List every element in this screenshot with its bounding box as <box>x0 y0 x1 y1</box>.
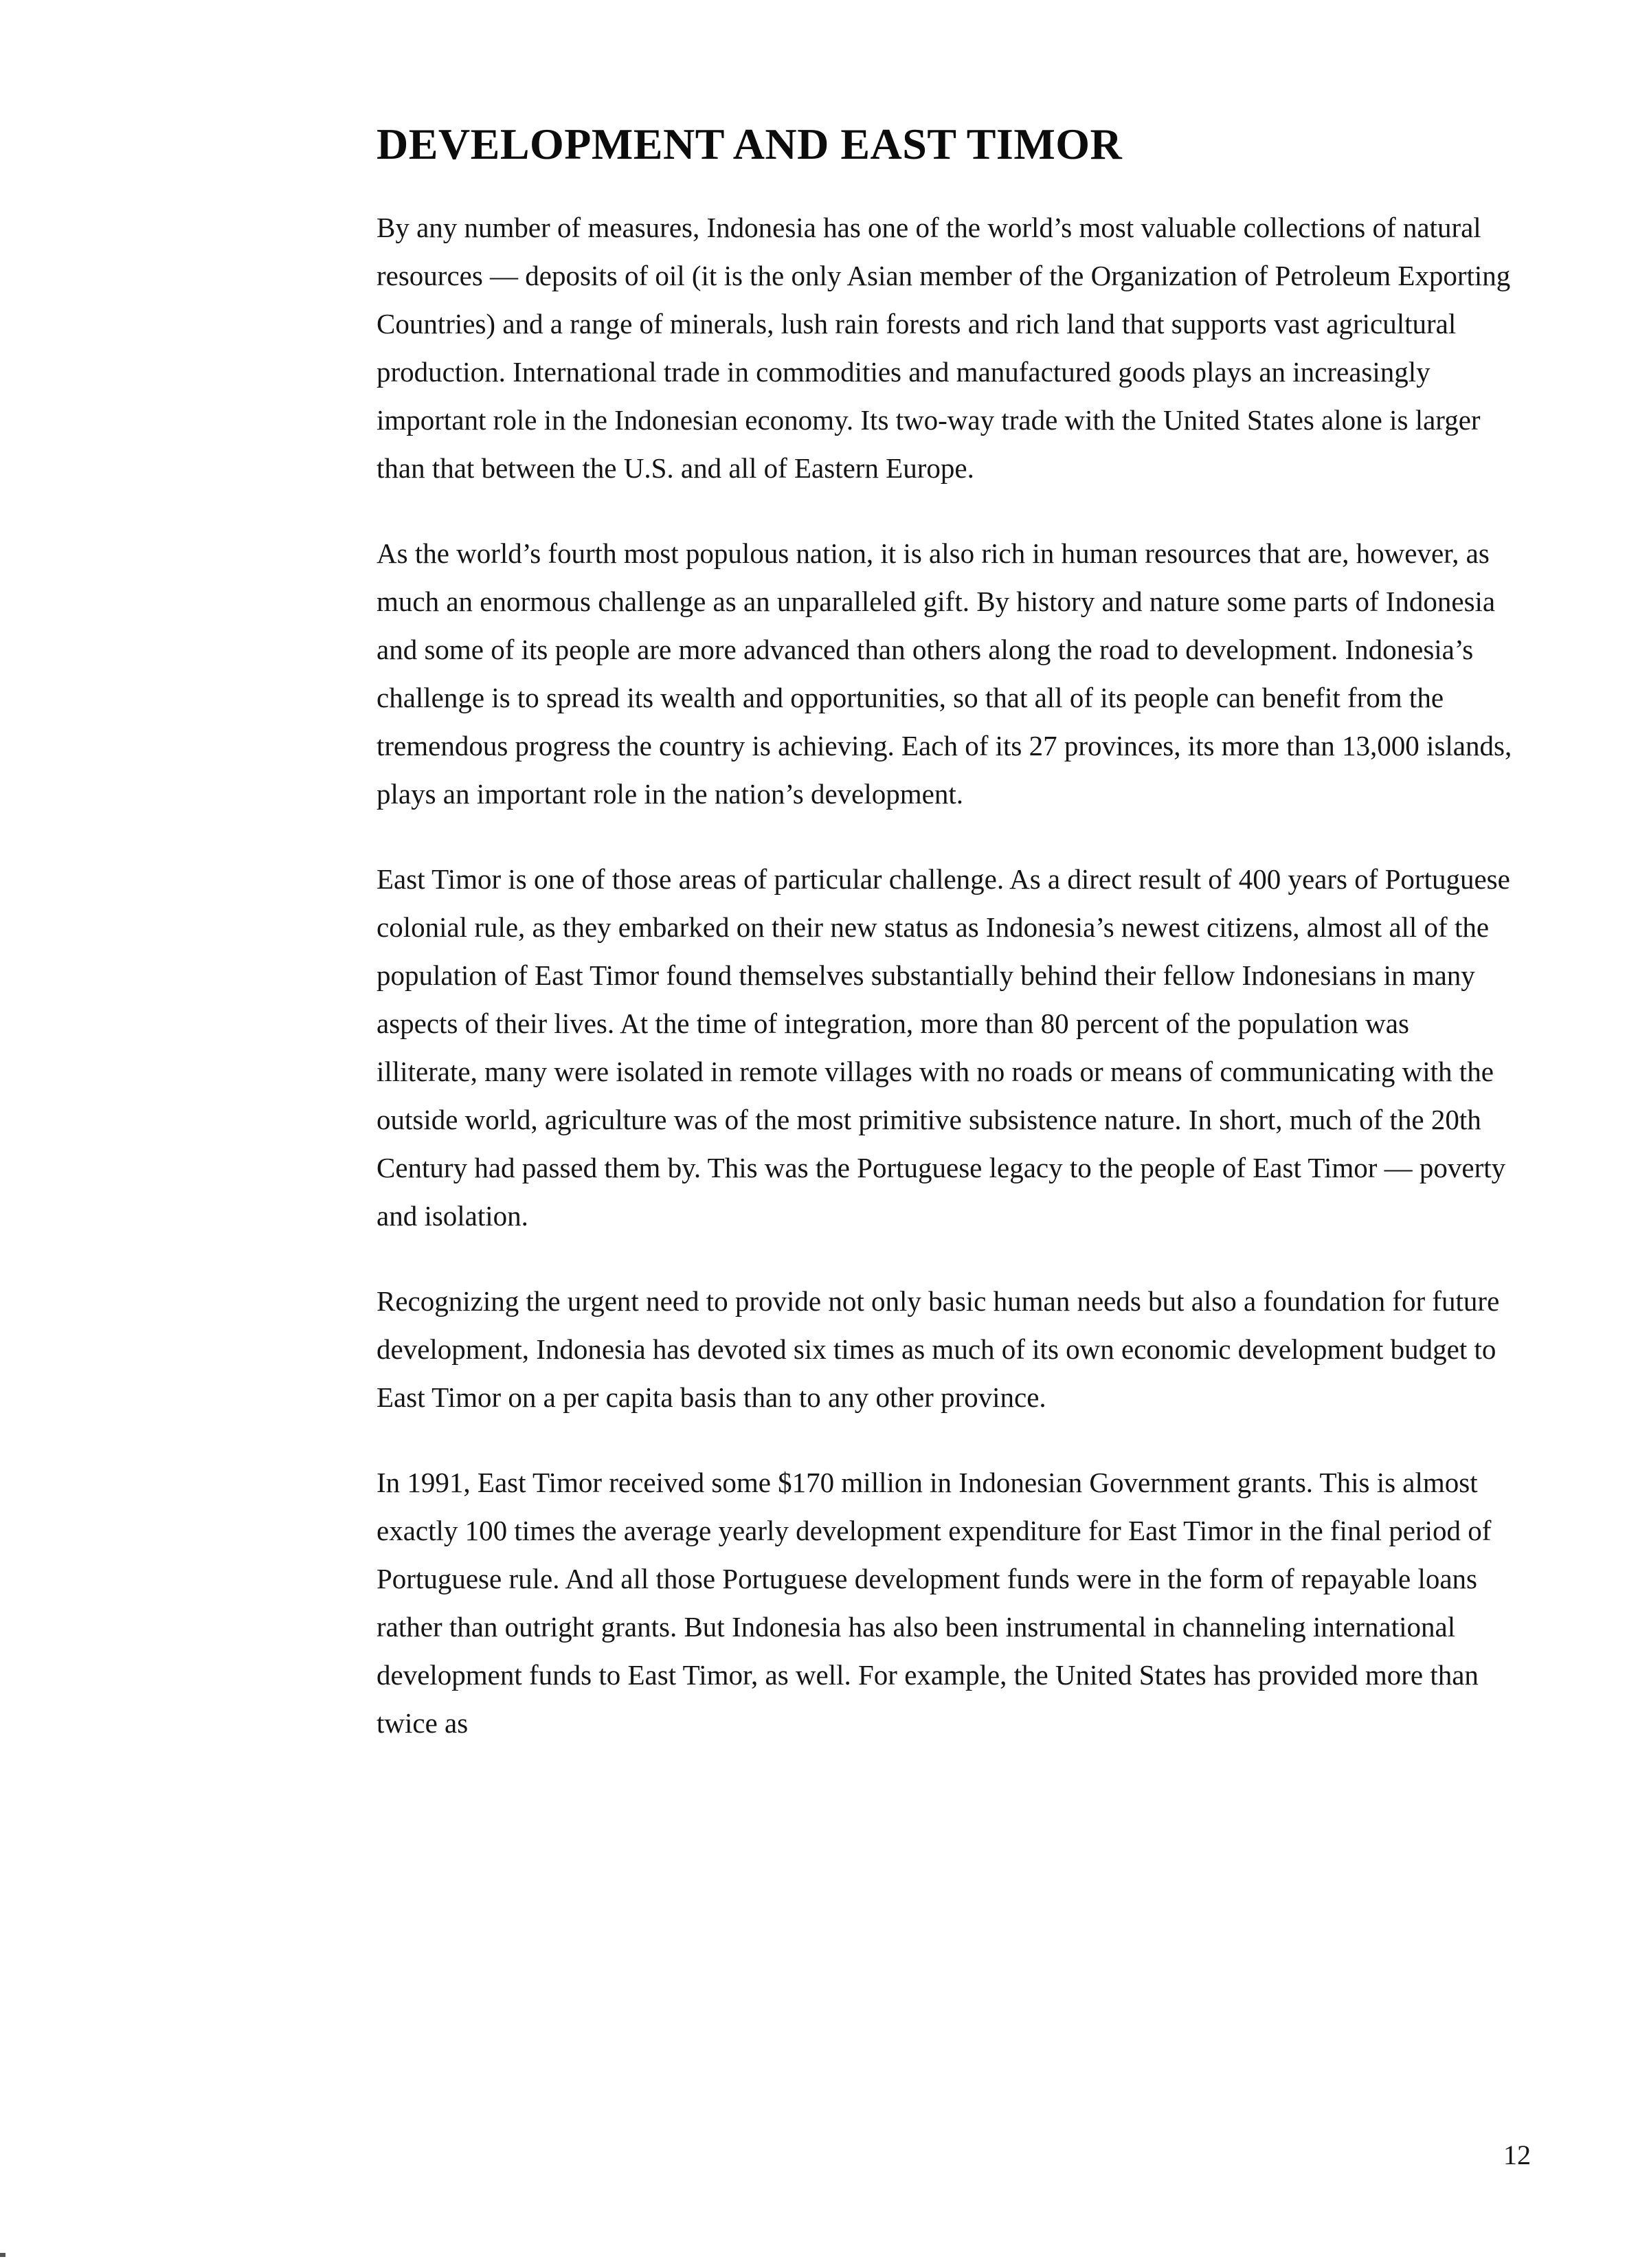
paragraph-development-budget: Recognizing the urgent need to provide not only basic human needs but also a foundation for future development, Indonesia has devoted six times as much of its own economic development budget to East Timor on a per capita basis than to any other province. <box>377 1285 1500 1413</box>
paragraph-human-resources: As the world’s fourth most populous nation, it is also rich in human resources that are, however, as much an enormous challenge as an unparalleled gift. By history and nature some parts of Indonesia and some of its people are more advanced than others along the road to development. Indonesia’s challenge is to spread its wealth and opportunities, so that all of its people can benefit from the tremendous progress the country is achieving. Each of its 27 provinces, its more than 13,000 islands, plays an important role in the nation’s development. <box>377 537 1512 810</box>
scan-edge-mark <box>0 2253 5 2257</box>
page-title: DEVELOPMENT AND EAST TIMOR <box>377 120 1123 168</box>
page-content <box>377 118 1517 1784</box>
page-number: 12 <box>1503 2139 1531 2170</box>
paragraph-1991-grants: In 1991, East Timor received some $170 million in Indonesian Government grants. This is almost exactly 100 times the average yearly development expenditure for East Timor in the final period of Portuguese rule. And all those Portuguese development funds were in the form of repayable loans rather than outright grants. But Indonesia has also been instrumental in channeling international development funds to East Timor, as well. For example, the United States has provided more than twice as <box>377 1467 1492 1739</box>
paragraph-natural-resources: By any number of measures, Indonesia has one of the world’s most valuable collections of natural resources — deposits of oil (it is the only Asian member of the Organization of Petroleum Exporting Countries) and a range of minerals, lush rain forests and rich land that supports vast agricultural production. International trade in commodities and manufactured goods plays an increasingly important role in the Indonesian economy. Its two-way trade with the United States alone is larger than that between the U.S. and all of Eastern Europe. <box>377 212 1511 484</box>
paragraph-east-timor-challenge: East Timor is one of those areas of particular challenge. As a direct result of 400 years of Portuguese colonial rule, as they embarked on their new status as Indonesia’s newest citizens, almost all of the population of East Timor found themselves substantially behind their fellow Indonesians in many aspects of their lives. At the time of integration, more than 80 percent of the population was illiterate, many were isolated in remote villages with no roads or means of communicating with the outside world, agriculture was of the most primitive subsistence nature. In short, much of the 20th Century had passed them by. This was the Portuguese legacy to the people of East Timor — poverty and isolation. <box>377 863 1510 1232</box>
